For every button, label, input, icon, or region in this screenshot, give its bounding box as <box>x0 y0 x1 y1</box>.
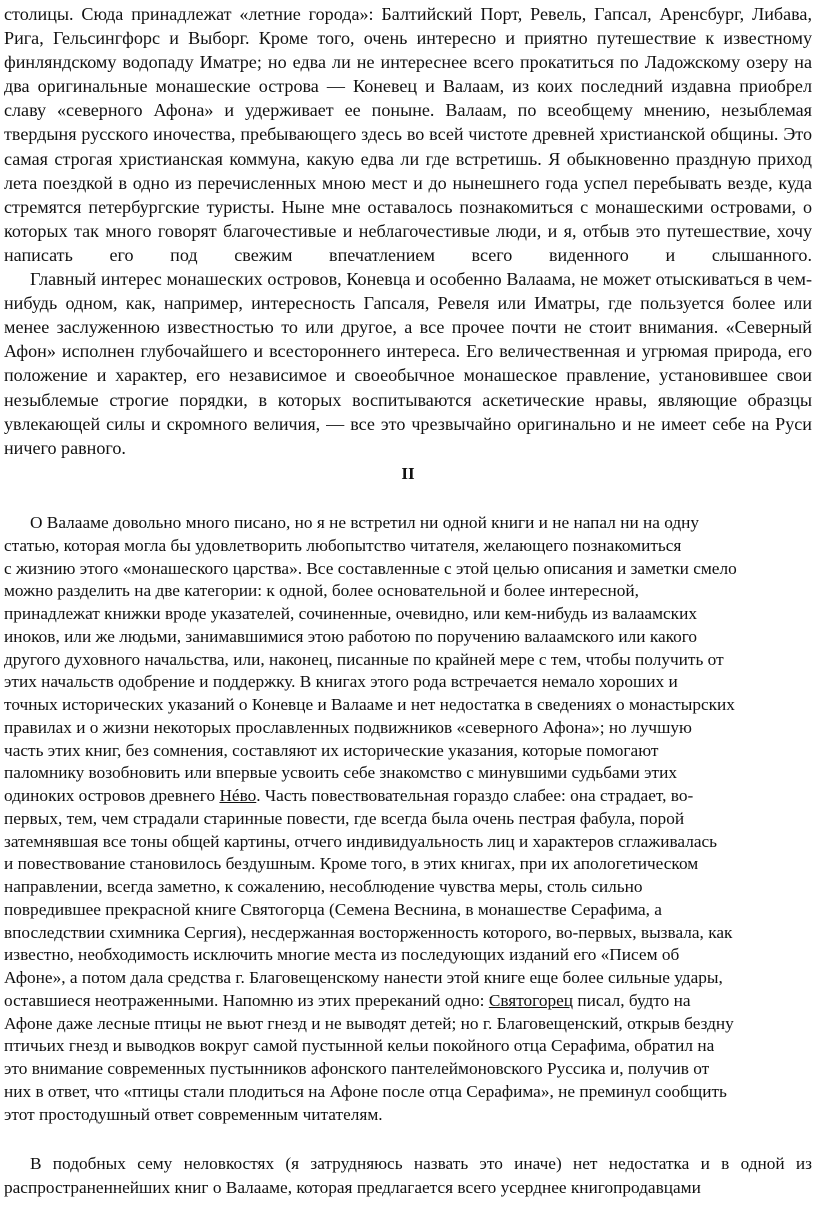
text-section-top <box>4 2 812 460</box>
text-fragment: одиноких островов древнего <box>4 786 220 805</box>
paragraph: Главный интерес монашеских островов, Коневца и особенно Валаама, не может отыскиваться в чем-нибудь одном, как, например, интересность Гапсаля, Ревеля или Иматры, где пользуется более или менее заслуженною известностью то или другое, а все прочее почти не стоит внимания. «Северный Афон» исполнен глубочайшего и всестороннего интереса. Его величественная и угрюмая природа, его положение и характер, его независимое и своеобычное монашеское правление, установившее свои незыблемые строгие порядки, в которых воспитываются аскетические нравы, являющие образцы увлекающей силы и скромного величия, — все это чрезвычайно оригинально и не имеет себе на Руси ничего равного. <box>4 269 812 458</box>
text-line: Афоне даже лесные птицы не вьют гнезд и не выводят детей; но г. Благовещенский, открыв бездну <box>4 1013 734 1033</box>
text-section-bottom <box>4 1152 812 1200</box>
paragraph: В подобных сему неловкостях (я затрудняюсь назвать это иначе) нет недостатка и в одной из распространеннейших книг о Валааме, которая предлагается всего усерднее книгопродавцами <box>4 1154 812 1197</box>
text-line: паломнику возобновить или впервые усвоить себе знакомство с минувшими судьбами этих <box>4 763 677 783</box>
text-line: этот простодушный ответ современным читателям. <box>4 1104 383 1124</box>
text-line <box>4 785 812 808</box>
text-line: затемнявшая все тоны общей картины, отчего индивидуальность лиц и характеров сглаживалась <box>4 831 718 851</box>
text-line: направлении, всегда заметно, к сожалению, несоблюдение чувства меры, столь сильно <box>4 877 643 896</box>
text-line: правилах и о жизни некоторых прославленных подвижников «северного Афона»; но лучшую <box>4 717 692 737</box>
text-line: статью, которая могла бы удовлетворить любопытство читателя, желающего познакомиться <box>4 535 682 555</box>
text-line <box>4 990 812 1013</box>
chapter-heading: II <box>401 464 415 483</box>
text-line: с жизнию этого «монашеского царства». Все составленные с этой целью описания и заметки смело <box>4 558 737 578</box>
text-line: часть этих книг, без сомнения, составляют их исторические указания, которые помогают <box>4 740 659 760</box>
text-line: Афоне», а потом дала средства г. Благовещенскому нанести этой книге еще более сильные удары, <box>4 968 723 987</box>
text-line: повредившее прекрасной книге Святогорца (Семена Веснина, в монашестве Серафима, а <box>4 899 662 919</box>
text-fragment: писал, будто на <box>573 990 691 1010</box>
svyatogorets-link[interactable]: Святогорец <box>488 990 574 1010</box>
neva-link[interactable]: Нéво <box>219 786 257 805</box>
text-section-chapter-two <box>4 512 812 1126</box>
text-line: иноков, или же людьми, занимавшимися этою работою по поручению валаамского или какого <box>4 626 698 646</box>
text-line: них в ответ, что «птицы стали плодиться на Афоне после отца Серафима», не преминул сообщить <box>4 1081 727 1101</box>
text-line: и повествование становилось бездушным. Кроме того, в этих книгах, при их апологетическом <box>4 854 699 874</box>
text-line: точных исторических указаний о Коневце и Валааме и нет недостатка в сведениях о монастырских <box>4 695 735 714</box>
text-line: можно разделить на две категории: к одной, более основательной и более интересной, <box>4 581 639 601</box>
paragraph: столицы. Сюда принадлежат «летние города»: Балтийский Порт, Ревель, Гапсал, Аренсбург, Либава, Рига, Гельсингфорс и Выборг. Кроме того, очень интересно и приятно путешествие к известному финляндскому водопаду Иматре; но едва ли не интереснее всего прокатиться по Ладожскому озеру на два оригинальные монашеские острова — Коневец и Валаам, из коих последний издавна приобрел славу «северного Афона» и удерживает ее поныне. Валаам, по всеобщему мнению, незыблемая твердыня русского иночества, пребывающего здесь во всей чистоте древней христианской общины. Это самая строгая христианская коммуна, какую едва ли где встретишь. Я обыкновенно праздную приход лета поездкой в одно из перечисленных мною мест и до нынешнего года успел перебывать везде, куда стремятся петербургские туристы. Ныне мне оставалось познакомиться с монашескими островами, о которых так много говорят благочестивые и неблагочестивые люди, и я, отбыв это путешествие, хочу написать его под свежим впечатлением всего виденного и слышанного. <box>4 4 812 265</box>
text-line: этих начальств одобрение и поддержку. В книгах этого рода встречается немало хороших и <box>4 672 678 692</box>
text-line: другого духовного начальства, или, наконец, писанные по крайней мере с тем, чтобы получить от <box>4 649 724 669</box>
text-fragment: . Часть повествовательная гораздо слабее: она страдает, во- <box>256 786 694 805</box>
text-line: первых, тем, чем страдали старинные повести, где всегда была очень пестрая фабула, порой <box>4 808 685 828</box>
text-line: впоследствии схимника Сергия), несдержанная восторженность которого, во-первых, вызвала, как <box>4 922 733 942</box>
text-line: птичьих гнезд и выводков вокруг самой пустынной кельи покойного отца Серафима, обратил на <box>4 1036 715 1056</box>
text-line: известно, необходимость исключить многие места из последующих изданий его «Писем об <box>4 945 680 965</box>
text-line: это внимание современных пустынников афонского пантелеймоновского Руссика и, получив от <box>4 1059 710 1078</box>
text-line: принадлежат книжки вроде указателей, сочиненные, очевидно, или кем-нибудь из валаамских <box>4 604 697 623</box>
text-line: О Валааме довольно много писано, но я не встретил ни одной книги и не напал ни на одну <box>30 513 700 532</box>
text-fragment: оставшиеся неотраженными. Напомню из этих пререканий одно: <box>4 990 489 1010</box>
